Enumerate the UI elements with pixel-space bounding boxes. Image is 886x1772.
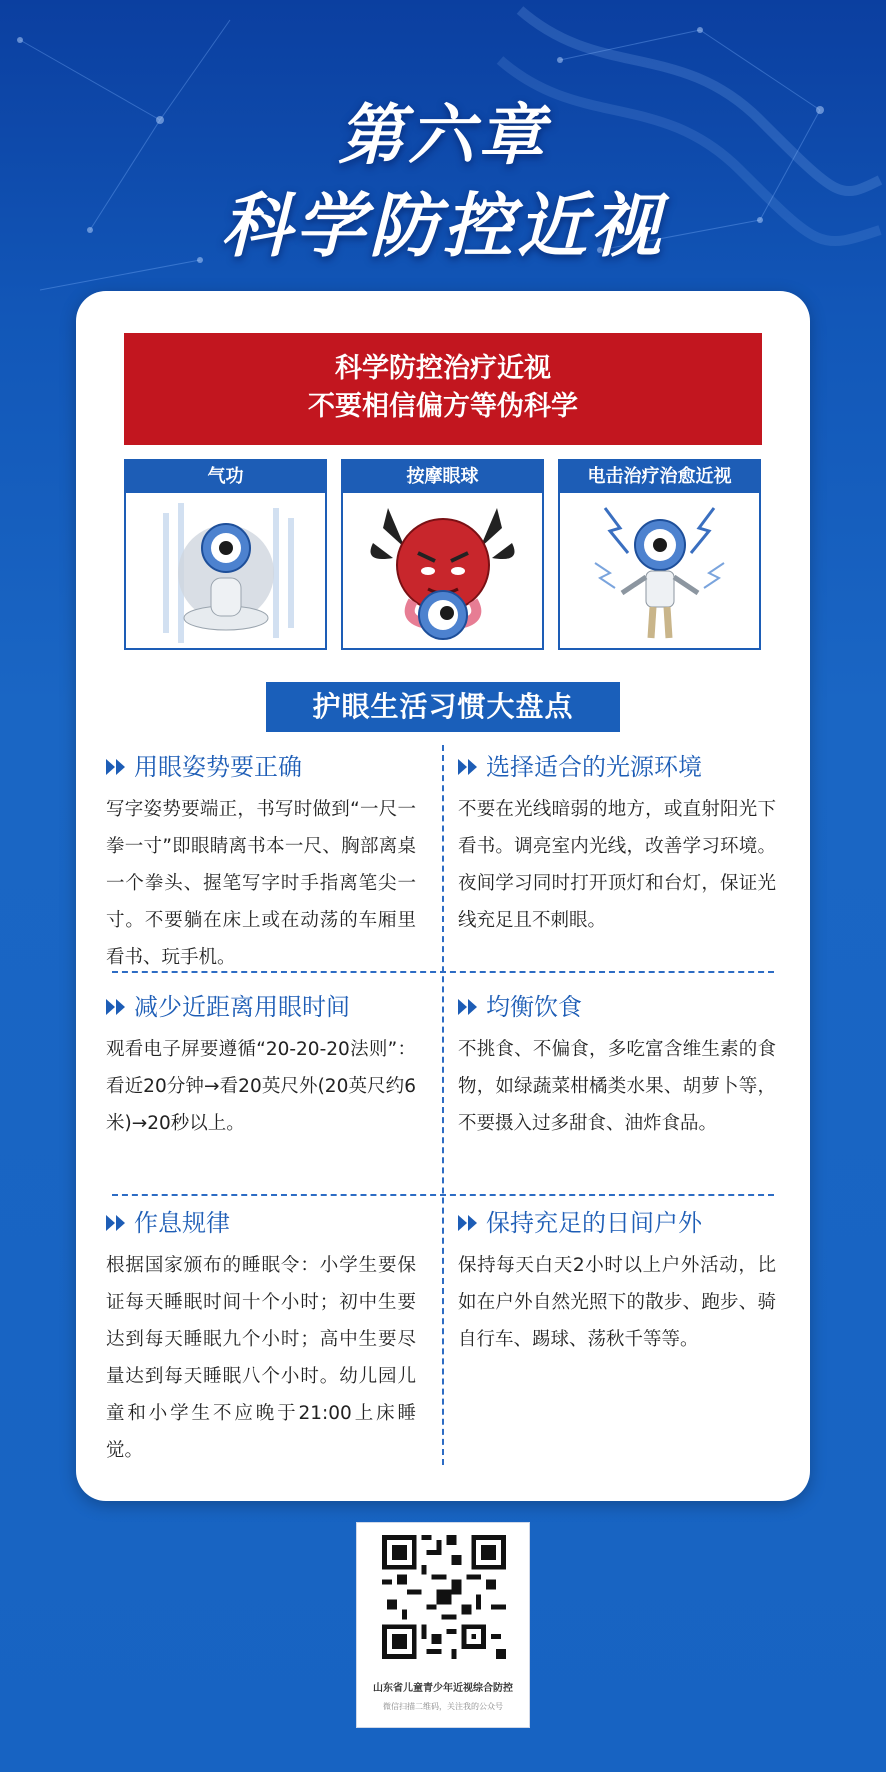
tip-sleep (106, 1203, 416, 1469)
double-arrow-icon (106, 999, 126, 1015)
tip-body: 观看电子屏要遵循“20-20-20法则”：看近20分钟→看20英尺外(20英尺约6米)→20秒以上。 (106, 1039, 416, 1134)
chapter-title: 第六章 (338, 97, 548, 174)
myth-label: 电击治疗治愈近视 (560, 461, 759, 493)
page-title: 科学防控近视 (221, 185, 665, 267)
double-arrow-icon (106, 1215, 126, 1231)
tip-title: 减少近距离用眼时间 (134, 993, 350, 1021)
myth-label: 气功 (126, 461, 325, 493)
myth-label: 按摩眼球 (343, 461, 542, 493)
column-divider (442, 745, 444, 1465)
tip-near-work (106, 987, 416, 1142)
warning-banner (124, 333, 762, 445)
tip-title: 保持充足的日间户外 (486, 1209, 702, 1237)
tip-body: 根据国家颁布的睡眠令：小学生要保证每天睡眠时间十个小时；初中生要达到每天睡眠九个小时；高中生要尽量达到每天睡眠八个小时。幼儿园儿童和小学生不应晚于21:00上床睡觉。 (106, 1255, 416, 1461)
tip-title: 均衡饮食 (486, 993, 582, 1021)
row-divider (112, 1194, 774, 1196)
myth-card-qigong (124, 459, 327, 650)
devil-massaging-eye-icon (343, 493, 542, 648)
tip-lighting (458, 747, 776, 939)
qr-code-icon[interactable] (382, 1535, 506, 1659)
banner-line-2: 不要相信偏方等伪科学 (308, 391, 578, 422)
tip-title: 作息规律 (134, 1209, 230, 1237)
banner-line-1: 科学防控治疗近视 (335, 353, 551, 384)
tip-body: 保持每天白天2小时以上户外活动，比如在户外自然光照下的散步、跑步、骑自行车、踢球、荡秋千等等。 (458, 1255, 776, 1350)
myth-card-electroshock (558, 459, 761, 650)
tip-body: 不要在光线暗弱的地方，或直射阳光下看书。调亮室内光线，改善学习环境。夜间学习同时打开顶灯和台灯，保证光线充足且不刺眼。 (458, 799, 776, 931)
tip-body: 写字姿势要端正，书写时做到“一尺一拳一寸”即眼睛离书本一尺、胸部离桌一个拳头、握笔写字时手指离笔尖一寸。不要躺在床上或在动荡的车厢里看书、玩手机。 (106, 799, 416, 968)
habits-section-title: 护眼生活习惯大盘点 (266, 682, 620, 732)
double-arrow-icon (458, 759, 478, 775)
double-arrow-icon (458, 999, 478, 1015)
qr-scan-note: 微信扫描二维码，关注我的公众号 (383, 1702, 503, 1711)
content-card (76, 291, 810, 1501)
myth-card-massage (341, 459, 544, 650)
tip-body: 不挑食、不偏食，多吃富含维生素的食物，如绿蔬菜柑橘类水果、胡萝卜等，不要摄入过多甜食、油炸食品。 (458, 1039, 776, 1134)
double-arrow-icon (458, 1215, 478, 1231)
double-arrow-icon (106, 759, 126, 775)
tip-title: 选择适合的光源环境 (486, 753, 702, 781)
electrocuted-eye-mascot-icon (560, 493, 759, 648)
tip-posture (106, 747, 416, 976)
tip-diet (458, 987, 776, 1142)
meditating-eye-mascot-icon (126, 493, 325, 648)
qr-org-name: 山东省儿童青少年近视综合防控 (373, 1683, 513, 1694)
tip-outdoor (458, 1203, 776, 1358)
qr-code-panel (356, 1522, 530, 1728)
tip-title: 用眼姿势要正确 (134, 753, 302, 781)
